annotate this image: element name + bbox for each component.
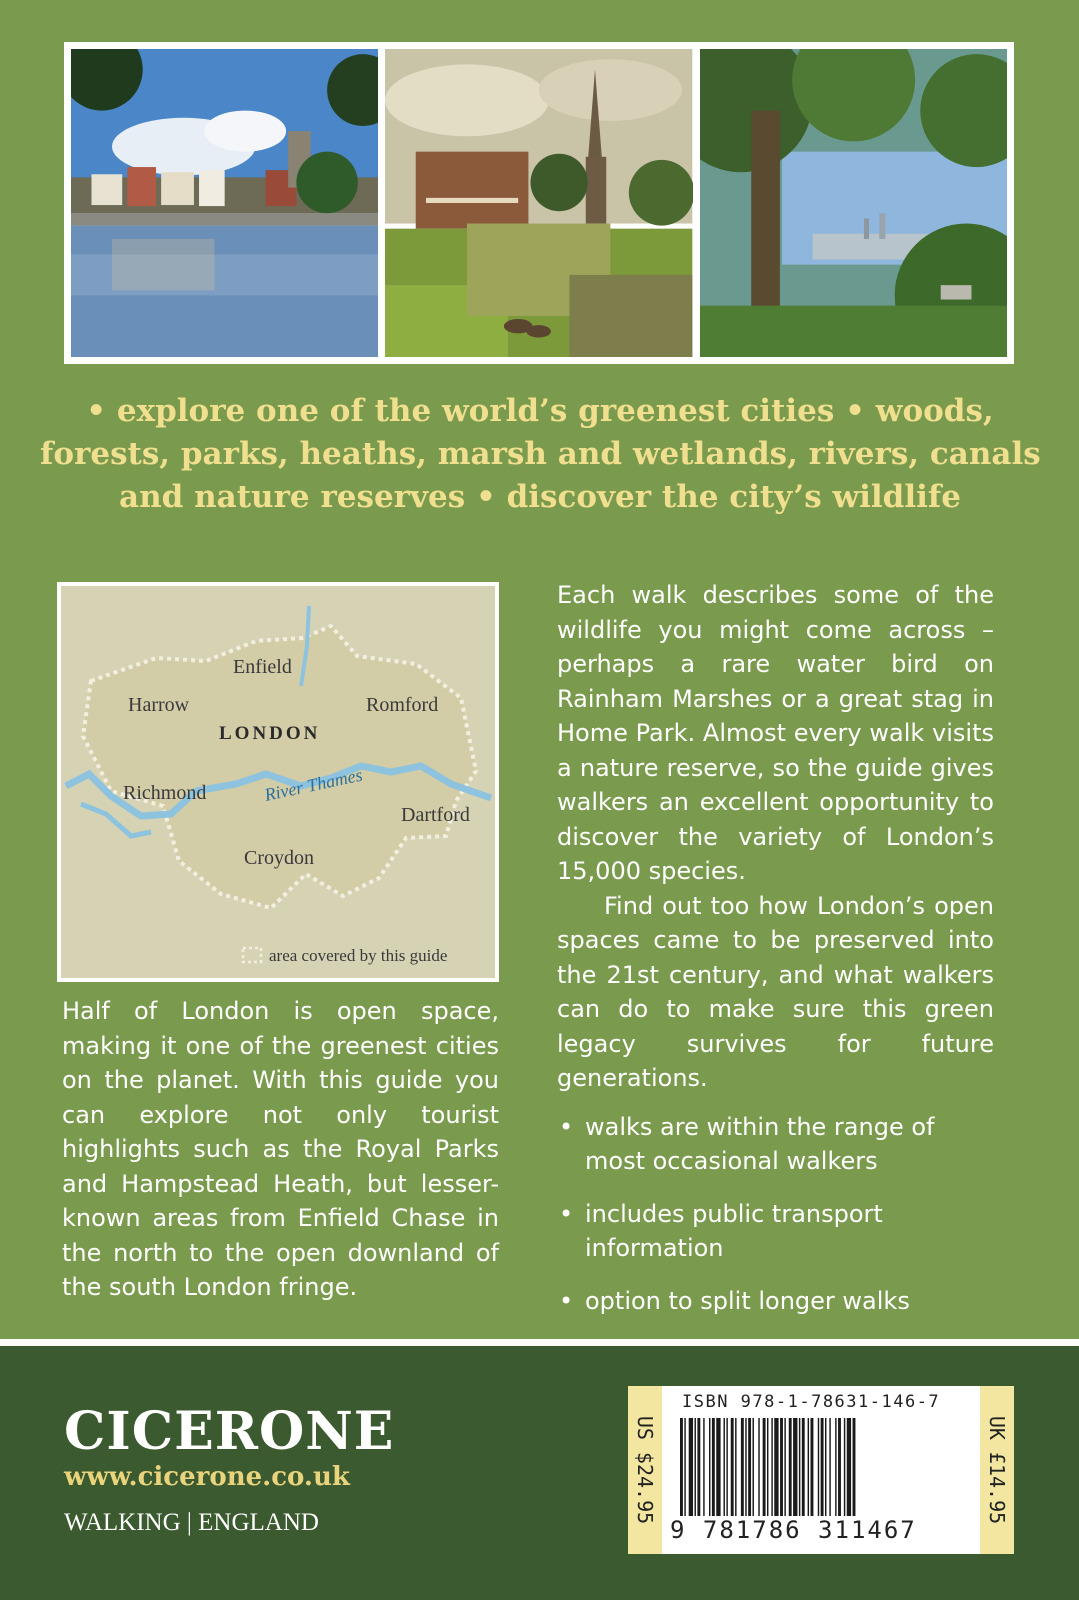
barcode-bar <box>689 1418 693 1516</box>
feature-item: • walks are within the range of most occasional walkers <box>557 1110 994 1179</box>
map-label-river: River Thames <box>262 764 365 805</box>
barcode-bar <box>703 1418 704 1516</box>
barcode-bar <box>726 1418 727 1516</box>
barcode-bar <box>724 1418 725 1516</box>
price-strip-us <box>628 1386 662 1554</box>
barcode-bar <box>808 1418 809 1516</box>
tagline <box>40 390 1040 519</box>
barcode-bar <box>771 1418 772 1516</box>
barcode-bar <box>716 1418 720 1516</box>
barcode-bar <box>844 1418 845 1516</box>
barcode-bar <box>745 1418 746 1516</box>
barcode-box <box>628 1386 1014 1554</box>
map-label-dartford: Dartford <box>401 804 470 826</box>
feature-item: • option to split longer walks <box>557 1284 994 1319</box>
barcode-bar <box>695 1418 696 1516</box>
barcode-bar <box>784 1418 785 1516</box>
publisher-logo: CICERONE <box>64 1401 395 1462</box>
barcode-bar <box>818 1418 819 1516</box>
barcode-number: 9 781786 311467 <box>670 1516 917 1544</box>
photo-country-house <box>385 49 692 357</box>
barcode-bars <box>680 1418 962 1516</box>
barcode-bar <box>748 1418 751 1516</box>
photo-woodland-view <box>700 49 1007 357</box>
barcode-bar <box>811 1418 814 1516</box>
london-map <box>57 582 499 982</box>
map-label-enfield: Enfield <box>233 656 292 678</box>
barcode-bar <box>774 1418 778 1516</box>
barcode-bar <box>835 1418 836 1516</box>
map-title: LONDON <box>219 723 321 744</box>
barcode-bar <box>799 1418 800 1516</box>
barcode-bar <box>853 1418 856 1516</box>
barcode-bar <box>684 1418 685 1516</box>
barcode-bar <box>758 1418 759 1516</box>
barcode-bar <box>697 1418 700 1516</box>
barcode-bar <box>741 1418 744 1516</box>
barcode-bar <box>767 1418 768 1516</box>
feature-list <box>557 1110 994 1319</box>
barcode-bar <box>825 1418 826 1516</box>
barcode-bar <box>802 1418 805 1516</box>
tagline-line-3: and nature reserves • discover the city’s wildlife <box>119 479 961 515</box>
intro-paragraph: Half of London is open space, making it one of the greenest cities on the planet. With this guide you can explore not only tourist highlights such as the Royal Parks and Hampstead Heath, but lesser-known areas from Enfield Chase in the north to the open downland of the south London fringe. <box>62 997 499 1301</box>
barcode-bar <box>789 1418 792 1516</box>
isbn-text: ISBN 978-1-78631-146-7 <box>682 1392 941 1412</box>
map-label-croydon: Croydon <box>244 847 314 869</box>
map-label-harrow: Harrow <box>128 694 190 716</box>
barcode-bar <box>709 1418 710 1516</box>
map-label-richmond: Richmond <box>123 782 207 804</box>
tagline-line-2: forests, parks, heaths, marsh and wetlands, rivers, canals <box>40 436 1041 472</box>
description-column <box>557 578 994 1336</box>
barcode-bar <box>763 1418 766 1516</box>
book-category: WALKING | ENGLAND <box>64 1509 319 1536</box>
barcode-bar <box>780 1418 783 1516</box>
footer-divider <box>0 1339 1079 1346</box>
tagline-line-1: • explore one of the world’s greenest cities • woods, <box>86 393 994 429</box>
barcode-bar <box>680 1418 683 1516</box>
barcode-bar <box>838 1418 841 1516</box>
barcode-bar <box>735 1418 736 1516</box>
publisher-website[interactable]: www.cicerone.co.uk <box>64 1462 350 1492</box>
price-us: US $24.95 <box>633 1415 657 1525</box>
map-legend: area covered by this guide <box>269 946 448 965</box>
photo-strip <box>64 42 1014 364</box>
barcode-bar <box>847 1418 851 1516</box>
description-paragraph-1: Each walk describes some of the wildlife you might come across – perhaps a rare water bird on Rainham Marshes or a great stag in Home Park. Almost every walk visits a nature reserve, so the guide gives walkers an excellent opportunity to discover the variety of London’s 15,000 species. <box>557 581 994 885</box>
description-paragraph-2: Find out too how London’s open spaces came to be preserved into the 21st century, and what walkers can do to make sure this green legacy survives for future generations. <box>557 891 994 1092</box>
barcode-bar <box>829 1418 830 1516</box>
barcode-bar <box>753 1418 754 1516</box>
barcode-bar <box>731 1418 734 1516</box>
price-strip-uk <box>980 1386 1014 1554</box>
barcode-bar <box>793 1418 797 1516</box>
price-uk: UK £14.95 <box>985 1415 1009 1525</box>
photo-riverside-town <box>71 49 378 357</box>
barcode-bar <box>712 1418 715 1516</box>
barcode-bar <box>821 1418 824 1516</box>
feature-item: • includes public transport information <box>557 1197 994 1266</box>
map-label-romford: Romford <box>366 694 439 716</box>
